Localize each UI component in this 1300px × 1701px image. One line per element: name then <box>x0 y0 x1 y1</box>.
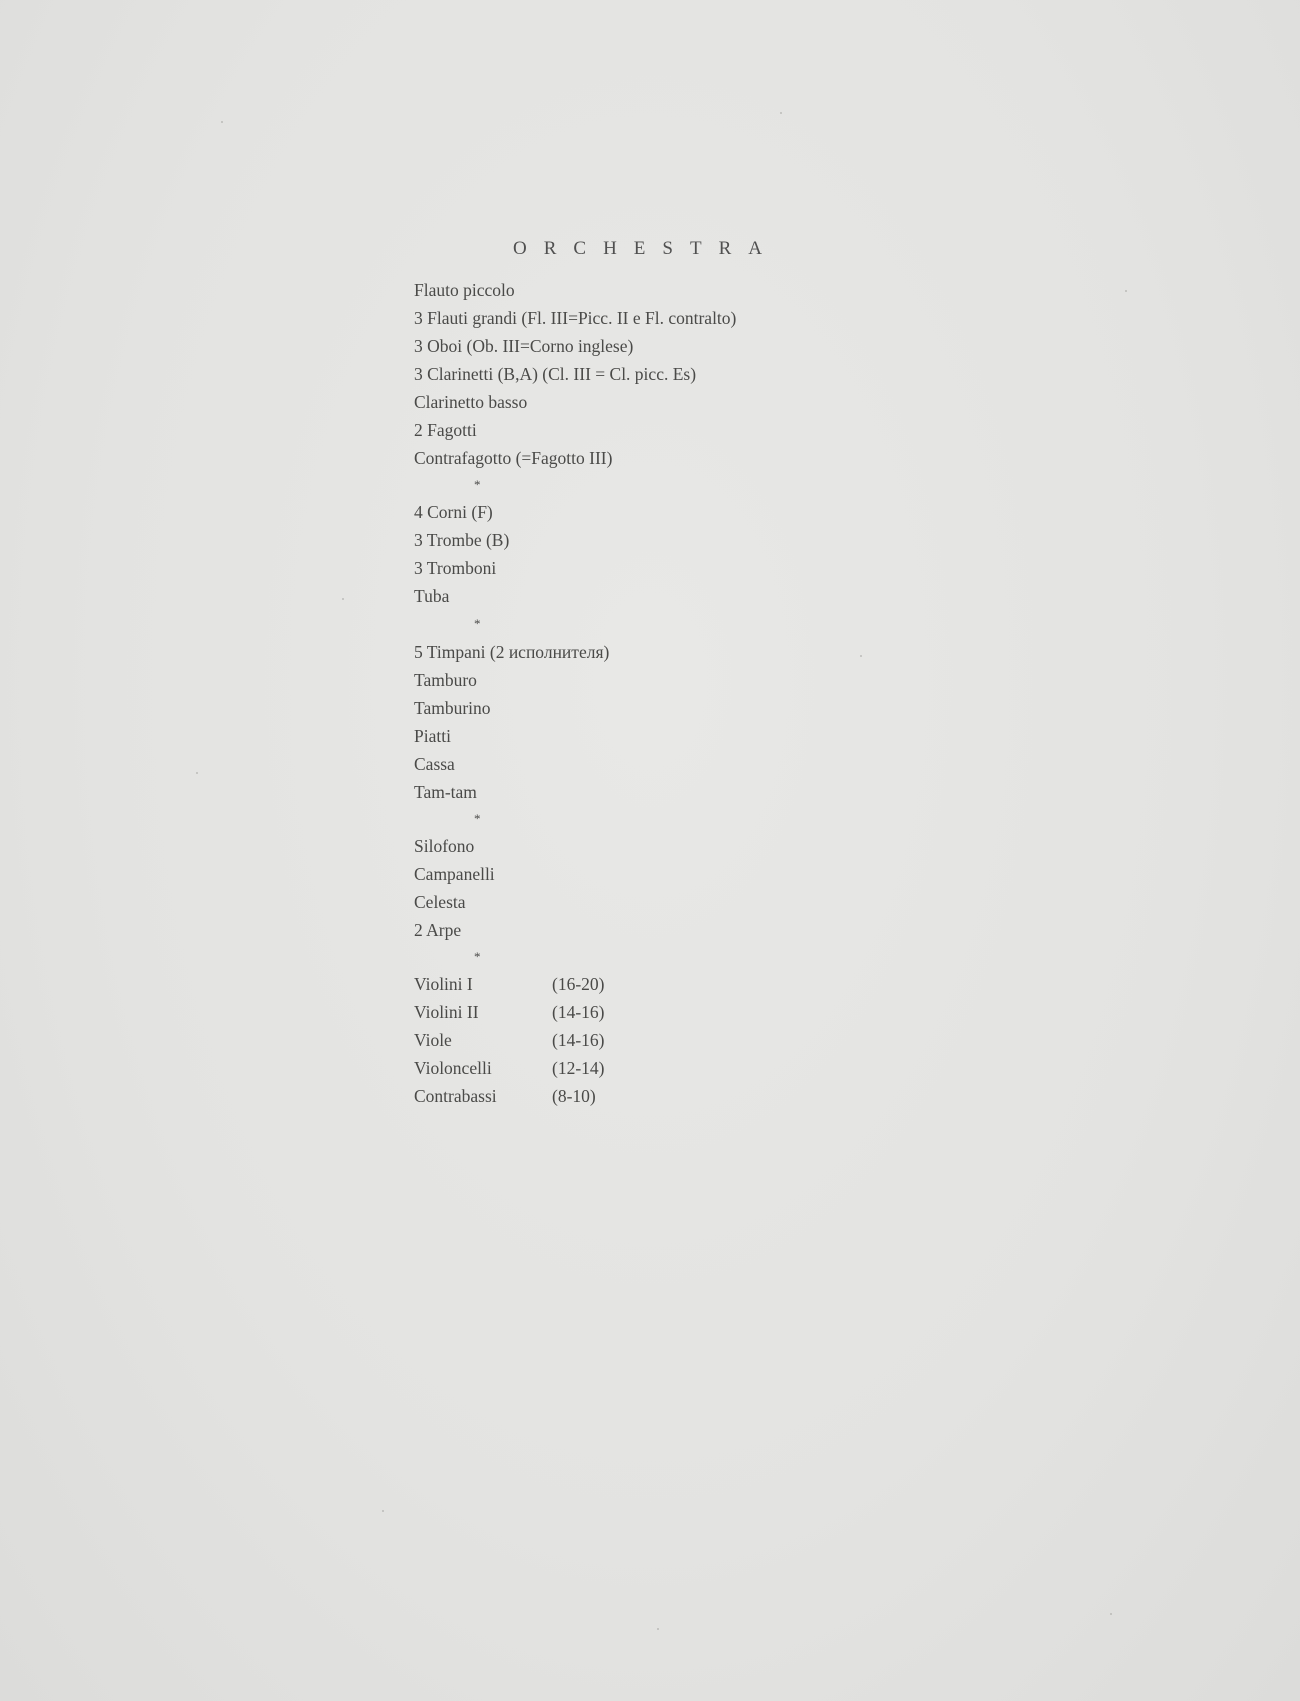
instrument-name: 3 Flauti grandi (Fl. III=Picc. II e Fl. contralto) <box>414 308 737 328</box>
instrument-name: Tamburo <box>414 670 477 690</box>
page-title: ORCHESTRA <box>513 238 779 259</box>
list-item <box>414 916 934 944</box>
player-count: (16-20) <box>552 974 605 994</box>
list-item <box>414 750 934 778</box>
instrument-name: Tam-tam <box>414 782 477 802</box>
section-separator: * <box>474 616 481 631</box>
paper-speck <box>342 598 344 600</box>
instrument-name: Cassa <box>414 754 455 774</box>
table-row <box>414 998 934 1026</box>
list-item <box>414 416 934 444</box>
table-row <box>414 1054 934 1082</box>
instrument-name: Tuba <box>414 586 450 606</box>
instrument-name: Viole <box>414 1030 452 1050</box>
list-item <box>414 526 934 554</box>
instrument-name: Tamburino <box>414 698 491 718</box>
instrument-name: 3 Oboi (Ob. III=Corno inglese) <box>414 336 634 356</box>
list-item <box>414 444 934 472</box>
player-count: (14-16) <box>552 1030 605 1050</box>
section-separator: * <box>474 949 481 964</box>
list-item <box>414 860 934 888</box>
instrument-name: Silofono <box>414 836 475 856</box>
instrument-name: Violini I <box>414 974 473 994</box>
list-item <box>414 778 934 806</box>
list-item <box>414 888 934 916</box>
instrument-name: 3 Trombe (B) <box>414 530 510 550</box>
table-row <box>414 1082 934 1110</box>
list-item <box>414 832 934 860</box>
list-item <box>414 304 934 332</box>
list-item <box>414 722 934 750</box>
instrument-name: Flauto piccolo <box>414 280 515 300</box>
list-item <box>414 360 934 388</box>
instrument-name: 3 Tromboni <box>414 558 497 578</box>
list-item <box>414 582 934 610</box>
list-item <box>414 332 934 360</box>
instrument-name: Campanelli <box>414 864 495 884</box>
instrument-name: Clarinetto basso <box>414 392 528 412</box>
player-count: (12-14) <box>552 1058 605 1078</box>
list-item <box>414 694 934 722</box>
paper-speck <box>382 1510 384 1512</box>
instrument-list <box>414 276 934 1110</box>
paper-speck <box>221 121 223 123</box>
list-item <box>414 638 934 666</box>
instrument-name: 3 Clarinetti (B,A) (Cl. III = Cl. picc. Es) <box>414 364 697 384</box>
table-row <box>414 970 934 998</box>
paper-speck <box>780 112 782 114</box>
instrument-name: Contrafagotto (=Fagotto III) <box>414 448 613 468</box>
instrument-name: Celesta <box>414 892 466 912</box>
table-row <box>414 1026 934 1054</box>
list-item <box>414 666 934 694</box>
list-item <box>414 498 934 526</box>
section-separator: * <box>474 811 481 826</box>
paper-speck <box>860 655 862 657</box>
player-count: (8-10) <box>552 1086 596 1106</box>
instrument-name: 2 Fagotti <box>414 420 477 440</box>
section-separator: * <box>474 477 481 492</box>
paper-speck <box>1125 290 1127 292</box>
list-item <box>414 554 934 582</box>
paper-speck <box>1110 1613 1112 1615</box>
instrument-name: Piatti <box>414 726 451 746</box>
instrument-name: 4 Corni (F) <box>414 502 493 522</box>
instrument-name: Violini II <box>414 1002 479 1022</box>
instrument-name: 5 Timpani (2 исполнителя) <box>414 642 610 662</box>
list-item <box>414 276 934 304</box>
paper-speck <box>657 1628 659 1630</box>
list-item <box>414 388 934 416</box>
player-count: (14-16) <box>552 1002 605 1022</box>
paper-speck <box>196 772 198 774</box>
instrument-name: Contrabassi <box>414 1086 497 1106</box>
instrument-name: 2 Arpe <box>414 920 462 940</box>
instrument-name: Violoncelli <box>414 1058 492 1078</box>
